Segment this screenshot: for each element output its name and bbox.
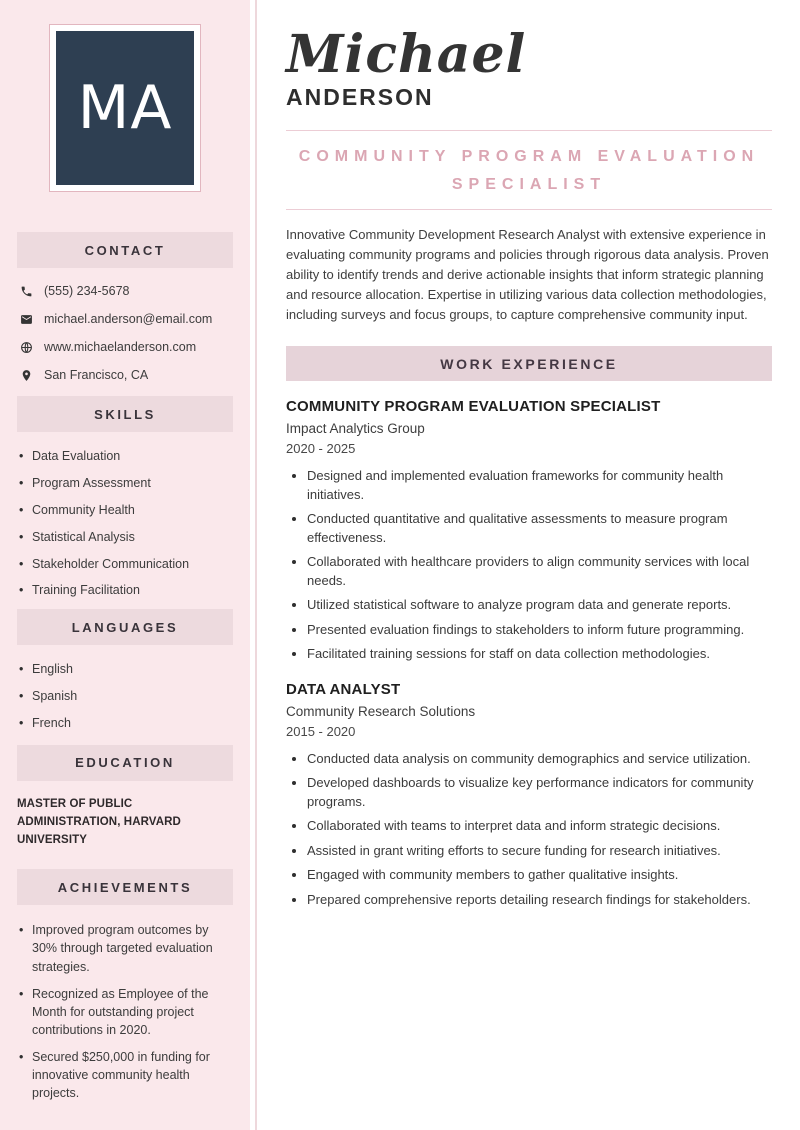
- job-bullet: • Collaborated with teams to interpret data and inform strategic decisions.: [307, 817, 772, 836]
- job-bullet: • Utilized statistical software to analyze program data and generate reports.: [307, 596, 772, 615]
- contact-location: San Francisco, CA: [44, 368, 149, 382]
- skill-item: • Community Health: [18, 502, 236, 519]
- contact-phone: (555) 234-5678: [44, 284, 130, 298]
- achievements-list: [18, 921, 236, 1102]
- education-section-title: EDUCATION: [75, 755, 175, 771]
- job-bullet-list: [286, 467, 772, 664]
- globe-icon: [20, 341, 33, 354]
- skill-item: • Stakeholder Communication: [18, 556, 236, 573]
- languages-section-header: [17, 609, 233, 645]
- achievement-item: • Secured $250,000 in funding for innovative community health projects.: [18, 1048, 236, 1102]
- job-bullet: • Assisted in grant writing efforts to secure funding for research initiatives.: [307, 842, 772, 861]
- skills-list: [18, 448, 236, 599]
- skill-item: • Data Evaluation: [18, 448, 236, 465]
- skill-item: • Statistical Analysis: [18, 529, 236, 546]
- first-name: Michael: [286, 24, 527, 85]
- monogram-initials: MA: [77, 73, 173, 143]
- monogram-box: [56, 31, 194, 185]
- contact-section-header: [17, 232, 233, 268]
- work-experience-title: WORK EXPERIENCE: [440, 355, 618, 372]
- achievements-section-title: ACHIEVEMENTS: [57, 879, 193, 895]
- job-bullet: • Conducted data analysis on community demographics and service utilization.: [307, 750, 772, 769]
- job-entry: [286, 681, 772, 910]
- job-bullet: • Collaborated with healthcare providers to align community services with local needs.: [307, 553, 772, 590]
- work-experience-section-header: [286, 346, 772, 381]
- job-entry: [286, 398, 772, 664]
- skills-section-title: SKILLS: [94, 406, 156, 422]
- phone-icon: [20, 285, 33, 298]
- main-content: [257, 0, 800, 1130]
- language-item: • French: [18, 715, 236, 732]
- contact-email: michael.anderson@email.com: [44, 312, 213, 326]
- divider-line-top: [286, 130, 772, 131]
- professional-summary: Innovative Community Development Research Analyst with extensive experience in evaluating community programs and policies through rigorous data analysis. Proven ability to identify trends and derive actionable insights that inform strategic planning and resource allocation. Expertise in utilizing various data collection methodologies, including surveys and focus groups, to capture comprehensive community input.: [286, 227, 769, 323]
- job-bullet: • Designed and implemented evaluation frameworks for community health initiatives.: [307, 467, 772, 504]
- job-company: Community Research Solutions: [286, 703, 476, 719]
- language-item: • English: [18, 661, 236, 678]
- job-bullet: • Presented evaluation findings to stakeholders to inform future programming.: [307, 621, 772, 640]
- job-title: DATA ANALYST: [286, 680, 401, 698]
- achievement-item: • Recognized as Employee of the Month for outstanding project contributions in 2020.: [18, 985, 236, 1039]
- location-icon: [20, 369, 33, 382]
- contact-website: www.michaelanderson.com: [44, 340, 197, 354]
- contact-row-phone: [20, 284, 238, 298]
- sidebar: [0, 0, 250, 1130]
- monogram-frame: [49, 24, 201, 192]
- job-company: Impact Analytics Group: [286, 421, 425, 437]
- contact-list: [20, 284, 238, 382]
- achievement-item: • Improved program outcomes by 30% through targeted evaluation strategies.: [18, 921, 236, 975]
- languages-list: [18, 661, 236, 732]
- job-title: COMMUNITY PROGRAM EVALUATION SPECIALIST: [286, 398, 661, 416]
- achievements-section-header: [17, 869, 233, 905]
- education-section-header: [17, 745, 233, 781]
- language-item: • Spanish: [18, 688, 236, 705]
- job-bullet: • Developed dashboards to visualize key performance indicators for community programs.: [307, 774, 772, 811]
- job-dates: 2015 - 2020: [286, 723, 356, 739]
- email-icon: [20, 313, 33, 326]
- job-bullet: • Facilitated training sessions for staff on data collection methodologies.: [307, 645, 772, 664]
- job-bullet: • Prepared comprehensive reports detailing research findings for stakeholders.: [307, 891, 772, 910]
- contact-row-website: [20, 340, 238, 354]
- job-bullet-list: [286, 750, 772, 910]
- contact-section-title: CONTACT: [84, 242, 166, 258]
- languages-section-title: LANGUAGES: [71, 619, 179, 635]
- contact-row-location: [20, 368, 238, 382]
- skills-section-header: [17, 396, 233, 432]
- role-title: COMMUNITY PROGRAM EVALUATION SPECIALIST: [298, 148, 760, 194]
- skill-item: • Training Facilitation: [18, 582, 236, 599]
- skill-item: • Program Assessment: [18, 475, 236, 492]
- last-name: ANDERSON: [286, 84, 434, 111]
- job-bullet: • Conducted quantitative and qualitative assessments to measure program effectiveness.: [307, 510, 772, 547]
- divider-line-bottom: [286, 209, 772, 210]
- education-degree: MASTER OF PUBLIC ADMINISTRATION, HARVARD UNIVERSITY: [17, 797, 181, 846]
- job-dates: 2020 - 2025: [286, 441, 356, 457]
- contact-row-email: [20, 312, 238, 326]
- sidebar-divider: [250, 0, 257, 1130]
- job-bullet: • Engaged with community members to gather qualitative insights.: [307, 866, 772, 885]
